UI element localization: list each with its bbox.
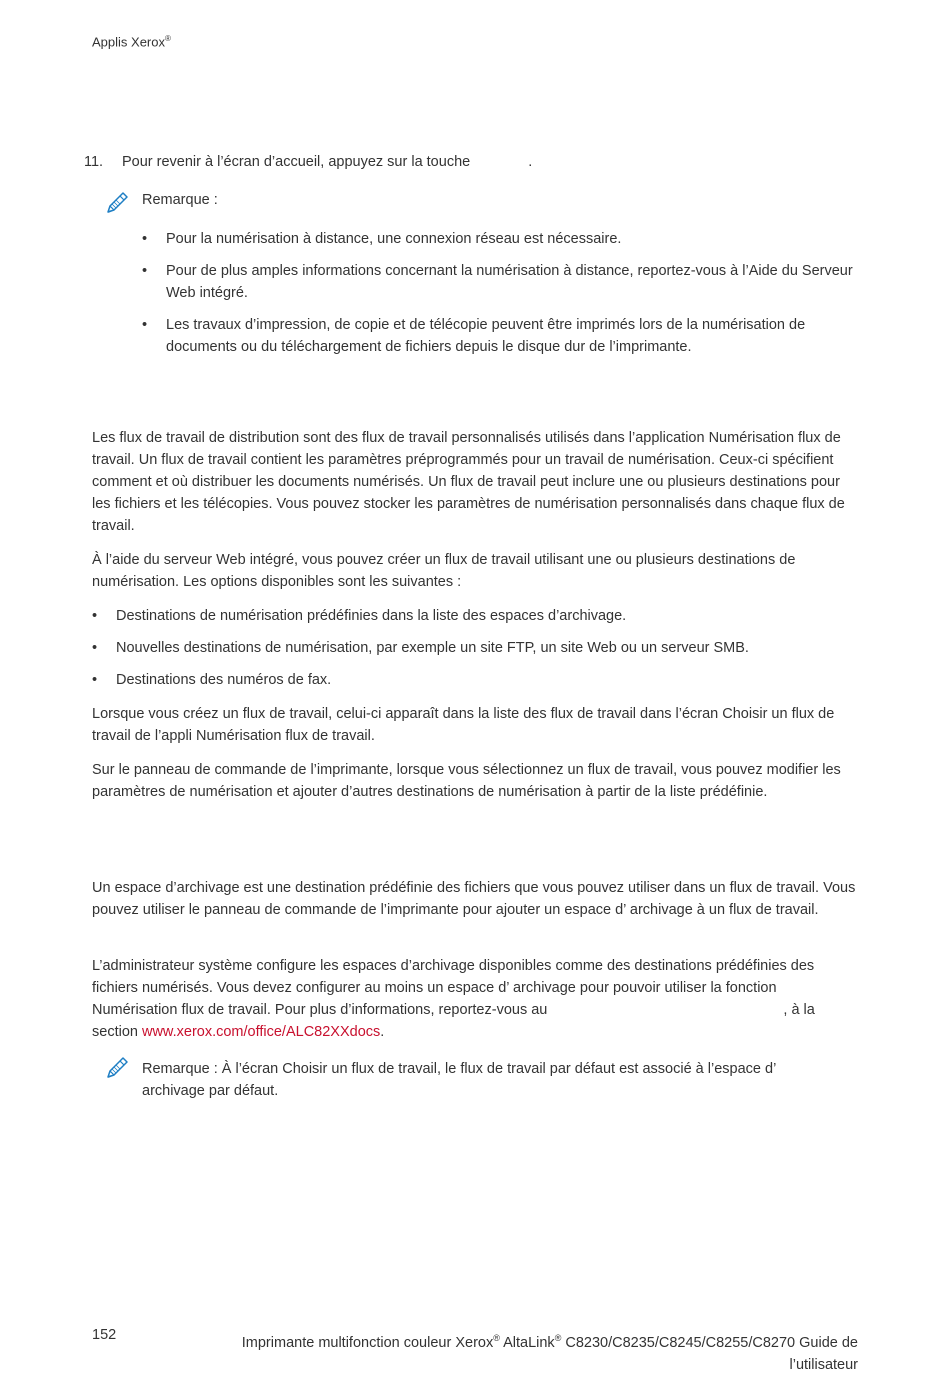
paragraph-text: , à la [783,1002,815,1018]
list-item: • Pour la numérisation à distance, une connexion réseau est nécessaire. [140,228,860,250]
paragraph-text: L’administrateur système configure les espaces d’archivage disponibles comme des destinations prédéfinies des fichiers numérisés. Vous devez configurer au moins un espace d’ archivage pour pouvoir utiliser la fonction Numérisation flux de travail. Pour plus d’informations, reportez-vous au [92,958,815,1018]
header-title: Applis Xerox [92,34,165,50]
step-end: . [528,154,533,170]
note-bullet-list [140,228,860,368]
docs-link[interactable]: www.xerox.com/office/ALC82XXdocs [141,1024,381,1040]
step-instruction: Pour revenir à l’écran d’accueil, appuyez sur la touche [122,154,471,170]
list-item: • Les travaux d’impression, de copie et de télécopie peuvent être imprimés lors de la numérisation de documents ou du téléchargement de fichiers depuis le disque dur de l’imprimante. [140,314,860,358]
list-item: • Pour de plus amples informations concernant la numérisation à distance, reportez-vous à l’Aide du Serveur Web intégré. [140,260,860,304]
paragraph: Sur le panneau de commande de l’imprimante, lorsque vous sélectionnez un flux de travail, vous pouvez modifier les paramètres de numérisation et ajouter d’autres destinations de numérisation à partir de la liste prédéfinie. [92,762,841,800]
paragraph [92,955,858,1043]
step-number: 11. [84,154,104,170]
footer-title-text: C8230/C8235/C8245/C8255/C8270 Guide de l’utilisateur [561,1334,858,1373]
paragraph-text: section [92,1024,138,1040]
footer-reg: ® [554,1333,562,1343]
paragraph: Les flux de travail de distribution sont des flux de travail personnalisés utilisés dans l’application Numérisation flux de travail. Un flux de travail contient les paramètres préprogrammés pour un travail de numérisation. Ceux-ci spécifient comment et où distribuer les documents numérisés. Un flux de travail peut inclure une ou plusieurs destinations pour les fichiers et les télécopies. Vous pouvez stocker les paramètres de numérisation personnalisés dans chaque flux de travail. [92,430,845,534]
list-item: • Destinations de numérisation prédéfinies dans la liste des espaces d’archivage. [90,605,856,627]
header-reg: ® [164,34,171,43]
destination-bullet-list [90,605,856,701]
pencil-note-icon [104,1055,130,1085]
footer-title-text: Imprimante multifonction couleur Xerox [241,1334,494,1351]
list-item: • Nouvelles destinations de numérisation, par exemple un site FTP, un site Web ou un serveur SMB. [90,637,856,659]
footer-reg: ® [493,1333,500,1343]
list-item: • Destinations des numéros de fax. [90,669,856,691]
paragraph-text: . [380,1024,385,1040]
step-text [122,154,532,170]
paragraph: Un espace d’archivage est une destination prédéfinie des fichiers que vous pouvez utiliser dans un flux de travail. Vous pouvez utiliser le panneau de commande de l’imprimante pour ajouter un espace d’ archivage à un flux de travail. [92,880,856,918]
pencil-note-icon [104,190,130,220]
paragraph: Lorsque vous créez un flux de travail, celui-ci apparaît dans la liste des flux de travail dans l’écran Choisir un flux de travail de l’appli Numérisation flux de travail. [92,706,835,744]
paragraph: À l’aide du serveur Web intégré, vous pouvez créer un flux de travail utilisant une ou plusieurs destinations de numérisation. Les options disponibles sont les suivantes : [92,552,796,590]
note-label: Remarque : [142,192,218,208]
footer-title-text: AltaLink [499,1334,555,1351]
running-header [92,34,171,49]
note-text: Remarque : À l’écran Choisir un flux de travail, le flux de travail par défaut est associé à l’espace d’ archivage par défaut. [142,1061,776,1099]
page-number: 152 [92,1327,117,1343]
